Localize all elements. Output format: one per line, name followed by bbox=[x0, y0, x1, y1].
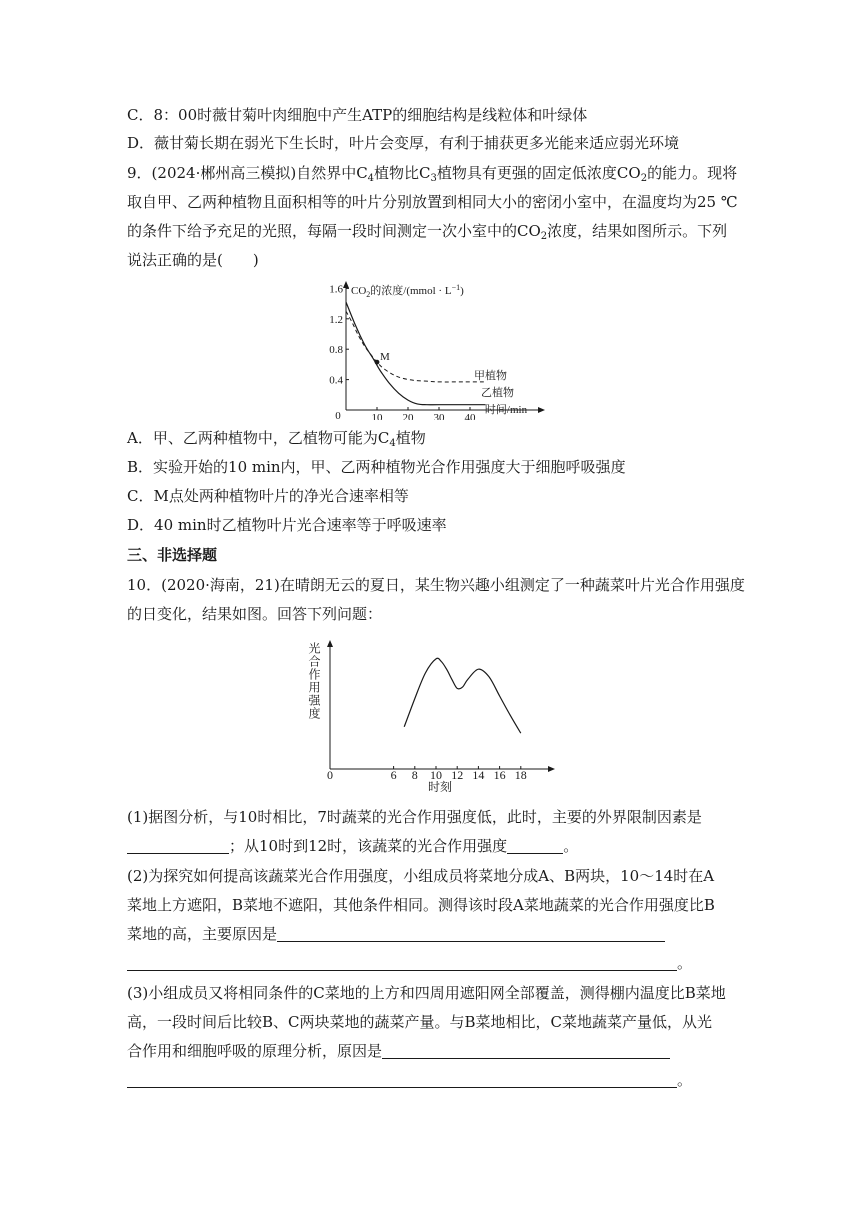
chart2-x-tick-label: 12 bbox=[451, 768, 464, 782]
chart2-x-tick-label: 8 bbox=[411, 768, 418, 782]
chart2-x-tick-label: 6 bbox=[390, 768, 397, 782]
series-yi-label: 乙植物 bbox=[481, 387, 514, 399]
point-m bbox=[375, 360, 380, 365]
answer-blank-6[interactable] bbox=[127, 1071, 677, 1088]
q10-part2-line1: (2)为探究如何提高该蔬菜光合作用强度，小组成员将菜地分成A、B两块，10～14时在A bbox=[127, 867, 715, 885]
q10-part3-line4: 。 bbox=[127, 1069, 692, 1091]
q9-stem-line1: 9．(2024·郴州高三模拟)自然界中$C_4$植物比$C_3$植物具有更强的固定低浓度$CO_2$的能力。现将 bbox=[127, 164, 738, 184]
q9-option-d: D．40 min时乙植物叶片光合速率等于呼吸速率 bbox=[127, 516, 447, 534]
chart2-x-tick-label: 18 bbox=[514, 768, 527, 782]
series-jia-label: 甲植物 bbox=[474, 370, 507, 382]
q9-stem-line3: 的条件下给予充足的光照，每隔一段时间测定一次小室中的$CO_2$浓度，结果如图所示。下列 bbox=[127, 222, 728, 242]
q10-stem-line1: 10．(2020·海南，21)在晴朗无云的夏日，某生物兴趣小组测定了一种蔬菜叶片光合作用强度 bbox=[127, 576, 745, 594]
co2-concentration-chart bbox=[318, 278, 548, 420]
q9-option-b: B．实验开始的10 min内，甲、乙两种植物光合作用强度大于细胞呼吸强度 bbox=[127, 458, 626, 476]
q10-part3-line1: (3)小组成员又将相同条件的C菜地的上方和四周用遮阳网全部覆盖，测得棚内温度比B菜地 bbox=[127, 984, 726, 1002]
answer-blank-5[interactable] bbox=[382, 1042, 670, 1059]
photosynthesis-curve bbox=[404, 658, 521, 733]
chart1-y-arrow bbox=[343, 281, 349, 288]
q10-part2-line4: 。 bbox=[127, 952, 692, 974]
chart1-y-tick-label: 1.6 bbox=[329, 283, 343, 296]
chart1-y-tick-label: 0.4 bbox=[329, 374, 343, 387]
answer-blank-3[interactable] bbox=[277, 925, 665, 942]
q8-option-d: D．薇甘菊长期在弱光下生长时，叶片会变厚，有利于捕获更多光能来适应弱光环境 bbox=[127, 134, 680, 152]
chart2-y-axis-label: 光合作用强度 bbox=[307, 642, 321, 720]
q8-option-c: C．8：00时薇甘菊叶肉细胞中产生ATP的细胞结构是线粒体和叶绿体 bbox=[127, 106, 588, 124]
chart2-x-tick-label: 14 bbox=[472, 768, 485, 782]
q10-part1-line2: ；从10时到12时，该蔬菜的光合作用强度 。 bbox=[127, 835, 578, 857]
answer-blank-1[interactable] bbox=[127, 837, 229, 854]
q10-part2-line2: 菜地上方遮阳，B菜地不遮阳，其他条件相同。测得该时段A菜地蔬菜的光合作用强度比B bbox=[127, 896, 715, 914]
photosynthesis-daily-chart bbox=[306, 636, 558, 796]
chart2-x-arrow bbox=[548, 766, 555, 772]
q10-part3-line3: 合作用和细胞呼吸的原理分析，原因是 bbox=[127, 1040, 670, 1062]
chart2-x-tick-label: 0 bbox=[327, 768, 333, 782]
answer-blank-4[interactable] bbox=[127, 954, 677, 971]
chart1-x-tick-label: 20 bbox=[402, 412, 414, 420]
chart1-x-tick-label: 30 bbox=[433, 412, 445, 420]
chart1-y-tick-label: 0.8 bbox=[329, 344, 343, 357]
point-m-label: M bbox=[380, 351, 390, 364]
chart1-x-tick-label: 10 bbox=[371, 412, 383, 420]
series-jia-curve bbox=[346, 311, 486, 382]
q9-option-a: A．甲、乙两种植物中，乙植物可能为$C_4$植物 bbox=[127, 429, 426, 449]
section-title: 三、非选择题 bbox=[127, 546, 218, 564]
chart2-y-arrow bbox=[327, 640, 333, 647]
chart1-y-axis-label: $CO_2$的浓度/(mmol · $L^{-1}$) bbox=[351, 283, 464, 299]
chart1-zero-label: 0 bbox=[335, 410, 341, 420]
q10-part3-line2: 高，一段时间后比较B、C两块菜地的蔬菜产量。与B菜地相比，C菜地蔬菜产量低，从光 bbox=[127, 1013, 713, 1031]
chart2-x-tick-label: 16 bbox=[493, 768, 506, 782]
series-yi-curve bbox=[346, 302, 486, 405]
chart1-axes bbox=[343, 281, 545, 413]
answer-blank-2[interactable] bbox=[507, 837, 563, 854]
q10-part2-line3: 菜地的高，主要原因是 bbox=[127, 923, 665, 945]
chart2-x-axis-label: 时刻 bbox=[427, 780, 453, 794]
chart1-x-tick-label: 40 bbox=[464, 412, 476, 420]
chart1-x-axis-label: 时间/min bbox=[484, 404, 528, 416]
chart1-x-arrow bbox=[538, 407, 545, 413]
q9-option-c: C．M点处两种植物叶片的净光合速率相等 bbox=[127, 487, 409, 505]
chart1-y-tick-label: 1.2 bbox=[329, 313, 343, 326]
q10-stem-line2: 的日变化，结果如图。回答下列问题： bbox=[127, 605, 383, 623]
q9-stem-line2: 取自甲、乙两种植物且面积相等的叶片分别放置到相同大小的密闭小室中，在温度均为25 ℃ bbox=[127, 193, 738, 211]
chart2-x-tick-label: 10 bbox=[430, 768, 442, 782]
q10-part1-line1: (1)据图分析，与10时相比，7时蔬菜的光合作用强度低，此时，主要的外界限制因素是 bbox=[127, 808, 702, 826]
q9-stem-line4: 说法正确的是( ) bbox=[127, 251, 259, 269]
